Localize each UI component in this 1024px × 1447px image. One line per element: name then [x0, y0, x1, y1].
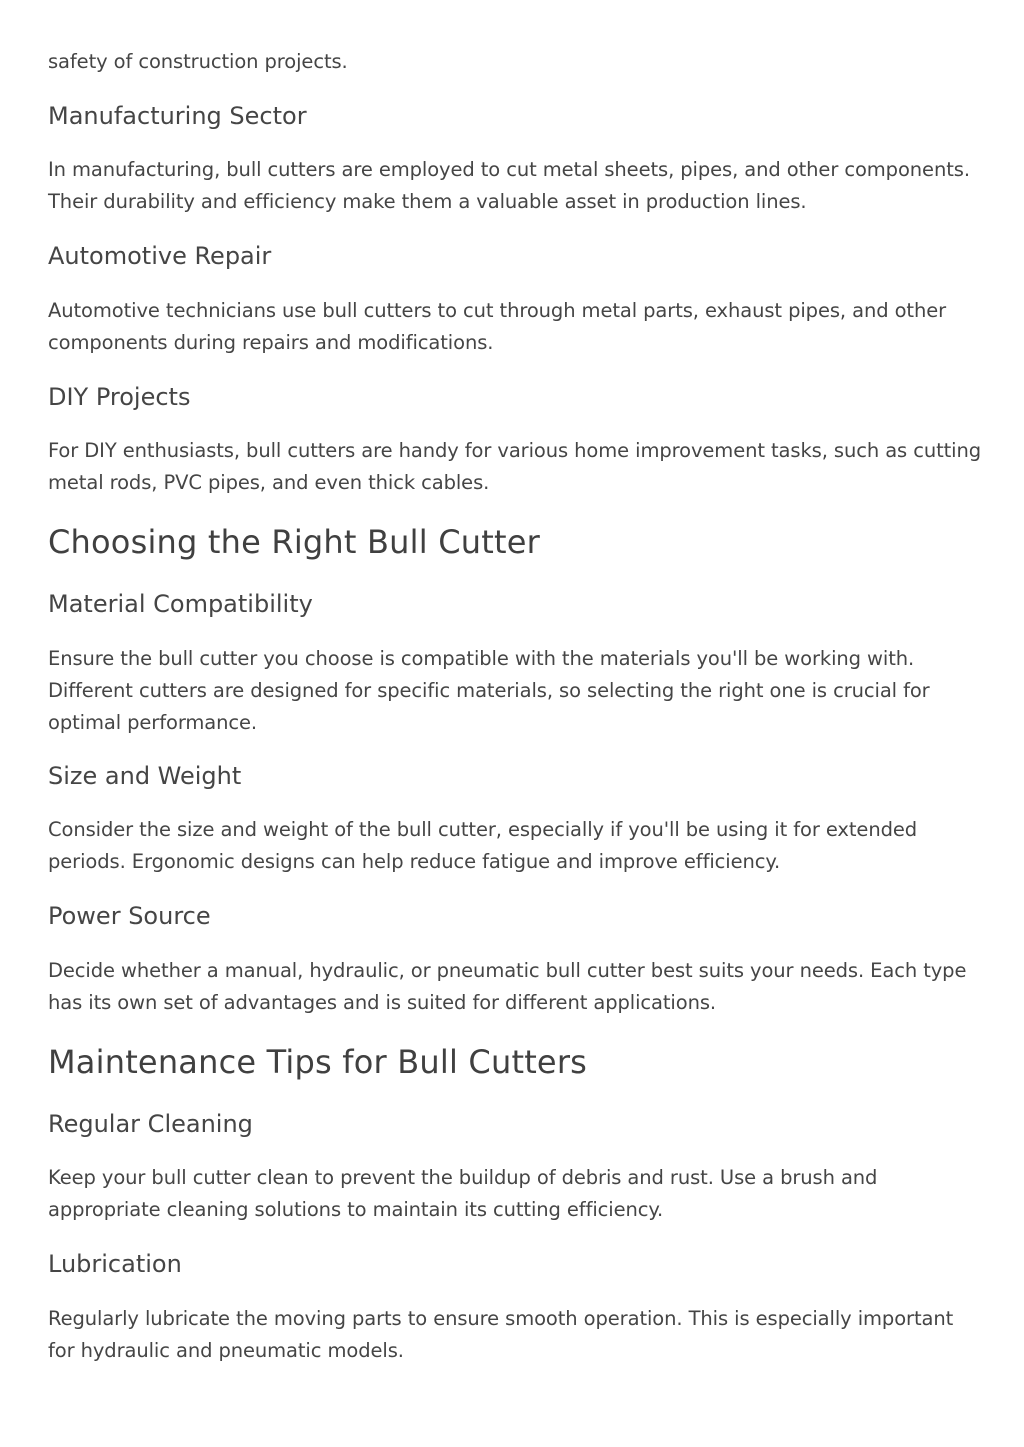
heading-manufacturing-sector: Manufacturing Sector: [48, 102, 307, 130]
paragraph-material-compatibility: Ensure the bull cutter you choose is compatible with the materials you'll be working with. Different cutters are designed for specific materials, so selecting the right one is crucial for optimal performance.: [48, 647, 930, 734]
intro-tail-paragraph: safety of construction projects.: [48, 50, 348, 73]
section-title-choosing: Choosing the Right Bull Cutter: [48, 523, 540, 561]
section-title-maintenance: Maintenance Tips for Bull Cutters: [48, 1043, 588, 1081]
paragraph-size-and-weight: Consider the size and weight of the bull cutter, especially if you'll be using it for extended periods. Ergonomic designs can help reduce fatigue and improve efficiency.: [48, 818, 918, 873]
heading-size-and-weight: Size and Weight: [48, 762, 242, 790]
paragraph-diy-projects: For DIY enthusiasts, bull cutters are handy for various home improvement tasks, such as cutting metal rods, PVC pipes, and even thick cables.: [48, 439, 982, 494]
heading-automotive-repair: Automotive Repair: [48, 242, 272, 270]
paragraph-automotive-repair: Automotive technicians use bull cutters to cut through metal parts, exhaust pipes, and other components during repairs and modifications.: [48, 299, 947, 354]
paragraph-lubrication: Regularly lubricate the moving parts to ensure smooth operation. This is especially important for hydraulic and pneumatic models.: [48, 1307, 954, 1362]
paragraph-power-source: Decide whether a manual, hydraulic, or pneumatic bull cutter best suits your needs. Each type has its own set of advantages and is suited for different applications.: [48, 959, 967, 1014]
paragraph-manufacturing-sector: In manufacturing, bull cutters are employed to cut metal sheets, pipes, and other components. Their durability and efficiency make them a valuable asset in production lines.: [48, 158, 970, 213]
heading-diy-projects: DIY Projects: [48, 383, 191, 411]
heading-regular-cleaning: Regular Cleaning: [48, 1110, 253, 1138]
paragraph-regular-cleaning: Keep your bull cutter clean to prevent the buildup of debris and rust. Use a brush and appropriate cleaning solutions to maintain its cutting efficiency.: [48, 1166, 878, 1221]
heading-material-compatibility: Material Compatibility: [48, 590, 313, 618]
heading-power-source: Power Source: [48, 902, 211, 930]
heading-lubrication: Lubrication: [48, 1250, 182, 1278]
